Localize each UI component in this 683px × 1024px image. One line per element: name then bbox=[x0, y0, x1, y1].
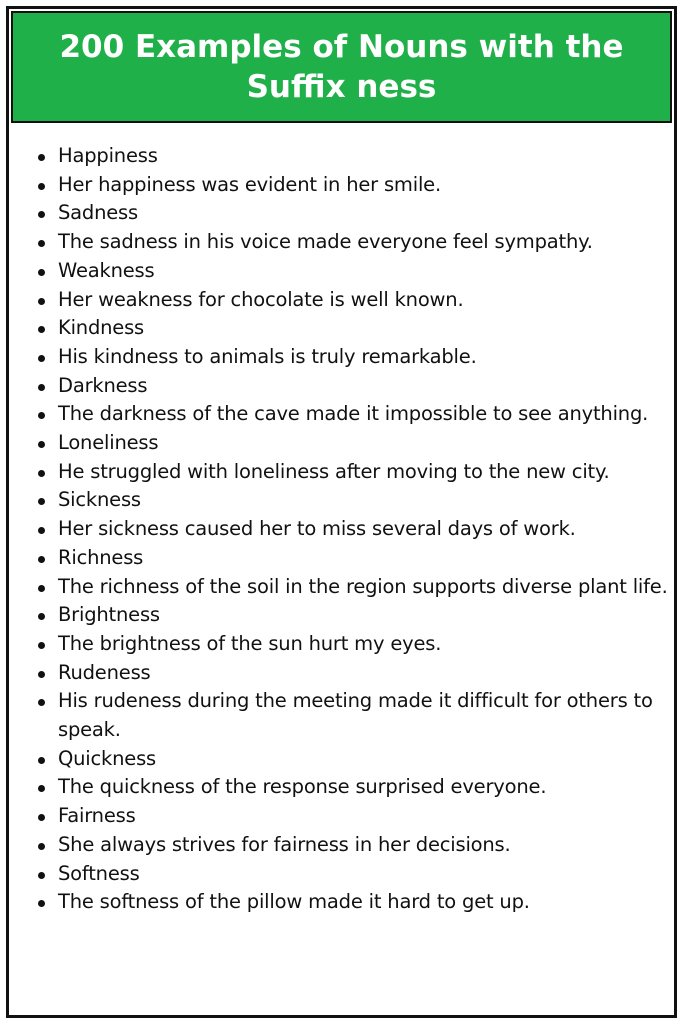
list-item-text: Softness bbox=[58, 861, 140, 885]
list-item-text: Her happiness was evident in her smile. bbox=[58, 172, 441, 196]
list-item bbox=[9, 630, 674, 659]
bullet-icon bbox=[38, 470, 45, 477]
list-item-text: Her weakness for chocolate is well known. bbox=[58, 287, 464, 311]
list-item bbox=[9, 257, 674, 286]
bullet-icon bbox=[38, 556, 45, 563]
list-item bbox=[9, 400, 674, 429]
bullet-icon bbox=[38, 642, 45, 649]
list-item bbox=[9, 486, 674, 515]
bullet-icon bbox=[38, 843, 45, 850]
list-item-text: The brightness of the sun hurt my eyes. bbox=[58, 631, 442, 655]
list-item-text: The richness of the soil in the region supports diverse plant life. bbox=[58, 574, 668, 598]
list-item bbox=[9, 429, 674, 458]
bullet-icon bbox=[38, 498, 45, 505]
list-item bbox=[9, 544, 674, 573]
list-item bbox=[9, 601, 674, 630]
bullet-icon bbox=[38, 785, 45, 792]
example-list bbox=[9, 142, 674, 917]
list-item-text: Fairness bbox=[58, 804, 136, 828]
list-item-text: Brightness bbox=[58, 603, 160, 627]
list-item bbox=[9, 860, 674, 889]
document-frame bbox=[6, 6, 677, 1018]
list-item bbox=[9, 228, 674, 257]
bullet-icon bbox=[38, 298, 45, 305]
bullet-icon bbox=[38, 613, 45, 620]
list-item-text: His kindness to animals is truly remarkable. bbox=[58, 344, 477, 368]
bullet-icon bbox=[38, 154, 45, 161]
list-item-text: Loneliness bbox=[58, 431, 159, 455]
list-item-text: Rudeness bbox=[58, 660, 151, 684]
list-item-text: His rudeness during the meeting made it difficult for others to speak. bbox=[58, 689, 653, 742]
bullet-icon bbox=[38, 872, 45, 879]
list-item bbox=[9, 888, 674, 917]
bullet-icon bbox=[38, 671, 45, 678]
list-item-text: Kindness bbox=[58, 316, 145, 340]
bullet-icon bbox=[38, 814, 45, 821]
bullet-icon bbox=[38, 355, 45, 362]
bullet-icon bbox=[38, 585, 45, 592]
list-item-text: The softness of the pillow made it hard to get up. bbox=[58, 890, 530, 914]
list-item bbox=[9, 199, 674, 228]
list-item bbox=[9, 142, 674, 171]
title-banner bbox=[11, 11, 672, 123]
list-item-text: The sadness in his voice made everyone feel sympathy. bbox=[58, 230, 593, 254]
bullet-icon bbox=[38, 412, 45, 419]
list-item-text: Sickness bbox=[58, 488, 141, 512]
bullet-icon bbox=[38, 441, 45, 448]
list-item bbox=[9, 286, 674, 315]
page-title: 200 Examples of Nouns with the Suffix ness bbox=[59, 29, 624, 105]
list-item bbox=[9, 745, 674, 774]
list-item bbox=[9, 773, 674, 802]
list-item-text: Her sickness caused her to miss several days of work. bbox=[58, 517, 576, 541]
list-item bbox=[9, 831, 674, 860]
bullet-icon bbox=[38, 183, 45, 190]
list-item-text: The quickness of the response surprised everyone. bbox=[58, 775, 547, 799]
list-item-text: Weakness bbox=[58, 258, 155, 282]
list-item-text: Richness bbox=[58, 545, 144, 569]
list-item bbox=[9, 343, 674, 372]
list-item bbox=[9, 802, 674, 831]
list-item bbox=[9, 687, 674, 744]
list-item bbox=[9, 659, 674, 688]
bullet-icon bbox=[38, 326, 45, 333]
list-item-text: Quickness bbox=[58, 746, 157, 770]
list-item-text: Happiness bbox=[58, 144, 158, 167]
bullet-icon bbox=[38, 757, 45, 764]
list-item-text: She always strives for fairness in her decisions. bbox=[58, 832, 511, 856]
list-item bbox=[9, 171, 674, 200]
bullet-icon bbox=[38, 211, 45, 218]
list-item bbox=[9, 515, 674, 544]
list-item bbox=[9, 372, 674, 401]
list-item-text: Darkness bbox=[58, 373, 148, 397]
bullet-icon bbox=[38, 269, 45, 276]
bullet-icon bbox=[38, 900, 45, 907]
list-item bbox=[9, 314, 674, 343]
list-item bbox=[9, 458, 674, 487]
list-item-text: Sadness bbox=[58, 201, 138, 225]
list-item-text: The darkness of the cave made it impossible to see anything. bbox=[58, 402, 649, 426]
list-item-text: He struggled with loneliness after moving to the new city. bbox=[58, 459, 610, 483]
bullet-icon bbox=[38, 699, 45, 706]
bullet-icon bbox=[38, 240, 45, 247]
bullet-icon bbox=[38, 384, 45, 391]
bullet-icon bbox=[38, 527, 45, 534]
list-item bbox=[9, 573, 674, 602]
